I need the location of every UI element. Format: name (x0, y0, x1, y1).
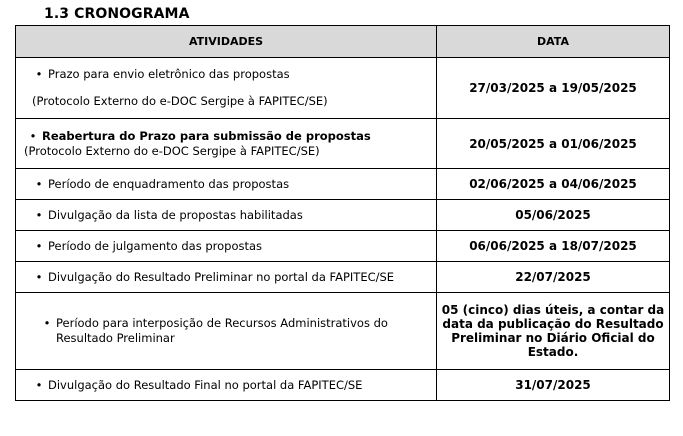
activity-text: Divulgação da lista de propostas habilitadas (48, 207, 303, 222)
activity-text: Prazo para envio eletrônico das propostas (48, 67, 290, 81)
activity-text: Período de julgamento das propostas (48, 238, 263, 253)
activity-cell (16, 119, 437, 169)
date-cell: 06/06/2025 a 18/07/2025 (437, 231, 670, 262)
date-cell: 27/03/2025 a 19/05/2025 (437, 58, 670, 119)
header-date: DATA (437, 26, 670, 58)
activity-cell (16, 231, 437, 262)
activity-note: (Protocolo Externo do e-DOC Sergipe à FAPITEC/SE) (32, 94, 328, 108)
date-cell: 02/06/2025 a 04/06/2025 (437, 169, 670, 200)
bullet-icon: • (35, 207, 43, 222)
activity-cell (16, 370, 437, 401)
date-line: data da publicação do Resultado (442, 317, 664, 331)
activity-text: Divulgação do Resultado Final no portal da FAPITEC/SE (48, 377, 363, 392)
date-cell: 31/07/2025 (437, 370, 670, 401)
bullet-icon: • (29, 128, 37, 143)
table-row (16, 169, 670, 200)
table-row (16, 293, 670, 370)
date-line: Estado. (527, 345, 579, 359)
table-row (16, 58, 670, 119)
activity-text: Reabertura do Prazo para submissão de propostas (42, 128, 371, 143)
bullet-icon: • (35, 269, 43, 284)
header-activities: ATIVIDADES (16, 26, 437, 58)
activity-note: (Protocolo Externo do e-DOC Sergipe à FAPITEC/SE) (24, 143, 320, 158)
date-cell: 20/05/2025 a 01/06/2025 (437, 119, 670, 169)
bullet-icon: • (43, 316, 51, 330)
activity-cell (16, 200, 437, 231)
activity-text-line2: Resultado Preliminar (56, 331, 175, 345)
table-row (16, 262, 670, 293)
bullet-icon: • (35, 238, 43, 253)
bullet-icon: • (35, 67, 43, 81)
activity-cell (16, 169, 437, 200)
table-row (16, 200, 670, 231)
table-row (16, 370, 670, 401)
activity-cell (16, 58, 437, 119)
activity-cell (16, 262, 437, 293)
activity-text: Período de enquadramento das propostas (48, 176, 290, 191)
table-row (16, 231, 670, 262)
bullet-icon: • (35, 176, 43, 191)
date-cell: 05/06/2025 (437, 200, 670, 231)
activity-text: Divulgação do Resultado Preliminar no portal da FAPITEC/SE (48, 269, 395, 284)
table-header-row (16, 26, 670, 58)
bullet-icon: • (35, 377, 43, 392)
date-cell (437, 293, 670, 370)
activity-text: Período para interposição de Recursos Administrativos do (56, 316, 388, 330)
date-line: 05 (cinco) dias úteis, a contar da (441, 303, 665, 317)
date-line: Preliminar no Diário Oficial do (451, 331, 655, 345)
date-cell: 22/07/2025 (437, 262, 670, 293)
activity-cell (16, 293, 437, 370)
schedule-table (15, 25, 670, 401)
table-row (16, 119, 670, 169)
section-title: 1.3 CRONOGRAMA (44, 6, 190, 22)
